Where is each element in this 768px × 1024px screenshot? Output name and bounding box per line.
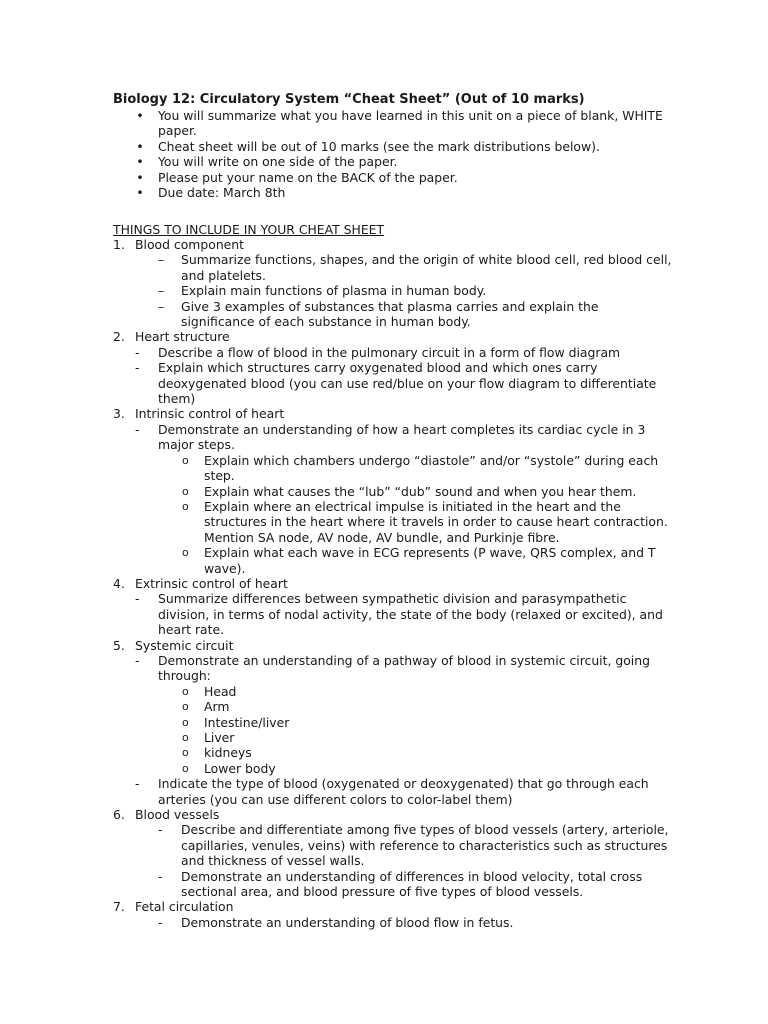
outline-section-fetal-circulation: 7. Fetal circulation <box>113 899 234 915</box>
circle-bullet-icon: o <box>182 684 189 698</box>
dash-icon: – <box>158 252 165 268</box>
section-heading: THINGS TO INCLUDE IN YOUR CHEAT SHEET <box>113 222 385 237</box>
circle-bullet-icon: o <box>182 731 189 744</box>
outline-item: – Explain main functions of plasma in human body. <box>158 283 487 299</box>
outline-subitem: o Liver <box>182 730 235 745</box>
intro-bullet: • Please put your name on the BACK of the paper. <box>113 170 673 185</box>
dash-icon: - <box>158 822 163 838</box>
outline-item: - Demonstrate an understanding of blood flow in fetus. <box>158 914 514 930</box>
outline-subitem: o Explain what each wave in ECG represents (P wave, QRS complex, and T wave). <box>182 545 656 576</box>
outline-section-intrinsic-control: 3. Intrinsic control of heart <box>113 406 285 422</box>
outline-section-heart-structure: 2. Heart structure <box>113 329 230 345</box>
outline-subitem: o Intestine/liver <box>182 714 290 730</box>
bullet-icon: • <box>136 185 144 201</box>
circle-bullet-icon: o <box>182 761 189 775</box>
outline-subitem: o Head <box>182 683 237 699</box>
outline-item: - Summarize differences between sympathetic division and parasympathetic division, in terms of nodal activity, the state of the body (relaxed or excited), and heart rate. <box>135 591 663 638</box>
outline-item: - Explain which structures carry oxygenated blood and which ones carry deoxygenated blood (you can use red/blue on your flow diagram to differentiate them) <box>135 360 657 407</box>
dash-icon: - <box>135 776 140 792</box>
intro-bullet-list <box>113 108 673 200</box>
outline-item: – Give 3 examples of substances that plasma carries and explain the significance of each substance in human body. <box>158 298 599 330</box>
bullet-icon: • <box>136 108 144 123</box>
document-title: Biology 12: Circulatory System “Cheat Sheet” (Out of 10 marks) <box>113 92 585 107</box>
intro-bullet: • Due date: March 8th <box>113 185 673 200</box>
circle-bullet-icon: o <box>182 453 189 467</box>
dash-icon: - <box>135 344 140 360</box>
outline-item: - Demonstrate an understanding of differences in blood velocity, total cross sectional area, and blood pressure of five types of blood vessels. <box>158 868 643 900</box>
dash-icon: - <box>135 360 140 376</box>
circle-bullet-icon: o <box>182 484 189 498</box>
outline-item: - Describe a flow of blood in the pulmonary circuit in a form of flow diagram <box>135 344 621 360</box>
dash-icon: - <box>135 421 140 437</box>
dash-icon: - <box>135 652 140 668</box>
circle-bullet-icon: o <box>182 715 189 729</box>
intro-bullet: • You will summarize what you have learned in this unit on a piece of blank, WHITE paper. <box>113 108 673 139</box>
outline-section-blood-component: 1. Blood component <box>113 237 245 252</box>
outline-item: - Demonstrate an understanding of how a heart completes its cardiac cycle in 3 major steps. <box>135 421 646 453</box>
bullet-icon: • <box>136 154 144 170</box>
outline-section-systemic-circuit: 5. Systemic circuit <box>113 637 234 653</box>
intro-bullet: • Cheat sheet will be out of 10 marks (see the mark distributions below). <box>113 139 673 154</box>
bullet-icon: • <box>136 138 144 154</box>
outline-subitem: o Explain where an electrical impulse is initiated in the heart and the structures in the heart where it travels in order to cause heart contraction. Mention SA node, AV node, AV bundle, and Purkinje fibre. <box>182 498 668 545</box>
outline-section-extrinsic-control: 4. Extrinsic control of heart <box>113 575 288 591</box>
circle-bullet-icon: o <box>182 546 189 560</box>
dash-icon: - <box>158 868 163 884</box>
outline-list <box>113 237 673 930</box>
outline-item: - Indicate the type of blood (oxygenated or deoxygenated) that go through each arteries (you can use different colors to color-label them) <box>135 776 649 807</box>
outline-item: – Summarize functions, shapes, and the origin of white blood cell, red blood cell, and platelets. <box>158 252 672 283</box>
outline-subitem: o Explain which chambers undergo “diastole” and/or “systole” during each step. <box>182 452 659 484</box>
outline-section-blood-vessels: 6. Blood vessels <box>113 807 220 823</box>
bullet-icon: • <box>136 169 144 185</box>
outline-item: - Demonstrate an understanding of a pathway of blood in systemic circuit, going through: <box>135 652 650 684</box>
circle-bullet-icon: o <box>182 746 189 760</box>
outline-subitem: o Explain what causes the “lub” “dub” sound and when you hear them. <box>182 483 637 499</box>
circle-bullet-icon: o <box>182 499 189 513</box>
dash-icon: - <box>135 591 140 607</box>
outline-subitem: o Arm <box>182 699 230 715</box>
dash-icon: - <box>158 914 163 930</box>
outline-subitem: o Lower body <box>182 760 276 776</box>
outline-item: - Describe and differentiate among five types of blood vessels (artery, arteriole, capillaries, venules, veins) with reference to characteristics such as structures and thickness of vessel walls. <box>158 822 669 869</box>
dash-icon: – <box>158 298 165 314</box>
circle-bullet-icon: o <box>182 700 189 714</box>
outline-subitem: o kidneys <box>182 745 252 761</box>
dash-icon: – <box>158 283 165 299</box>
intro-bullet: • You will write on one side of the paper. <box>113 154 673 169</box>
